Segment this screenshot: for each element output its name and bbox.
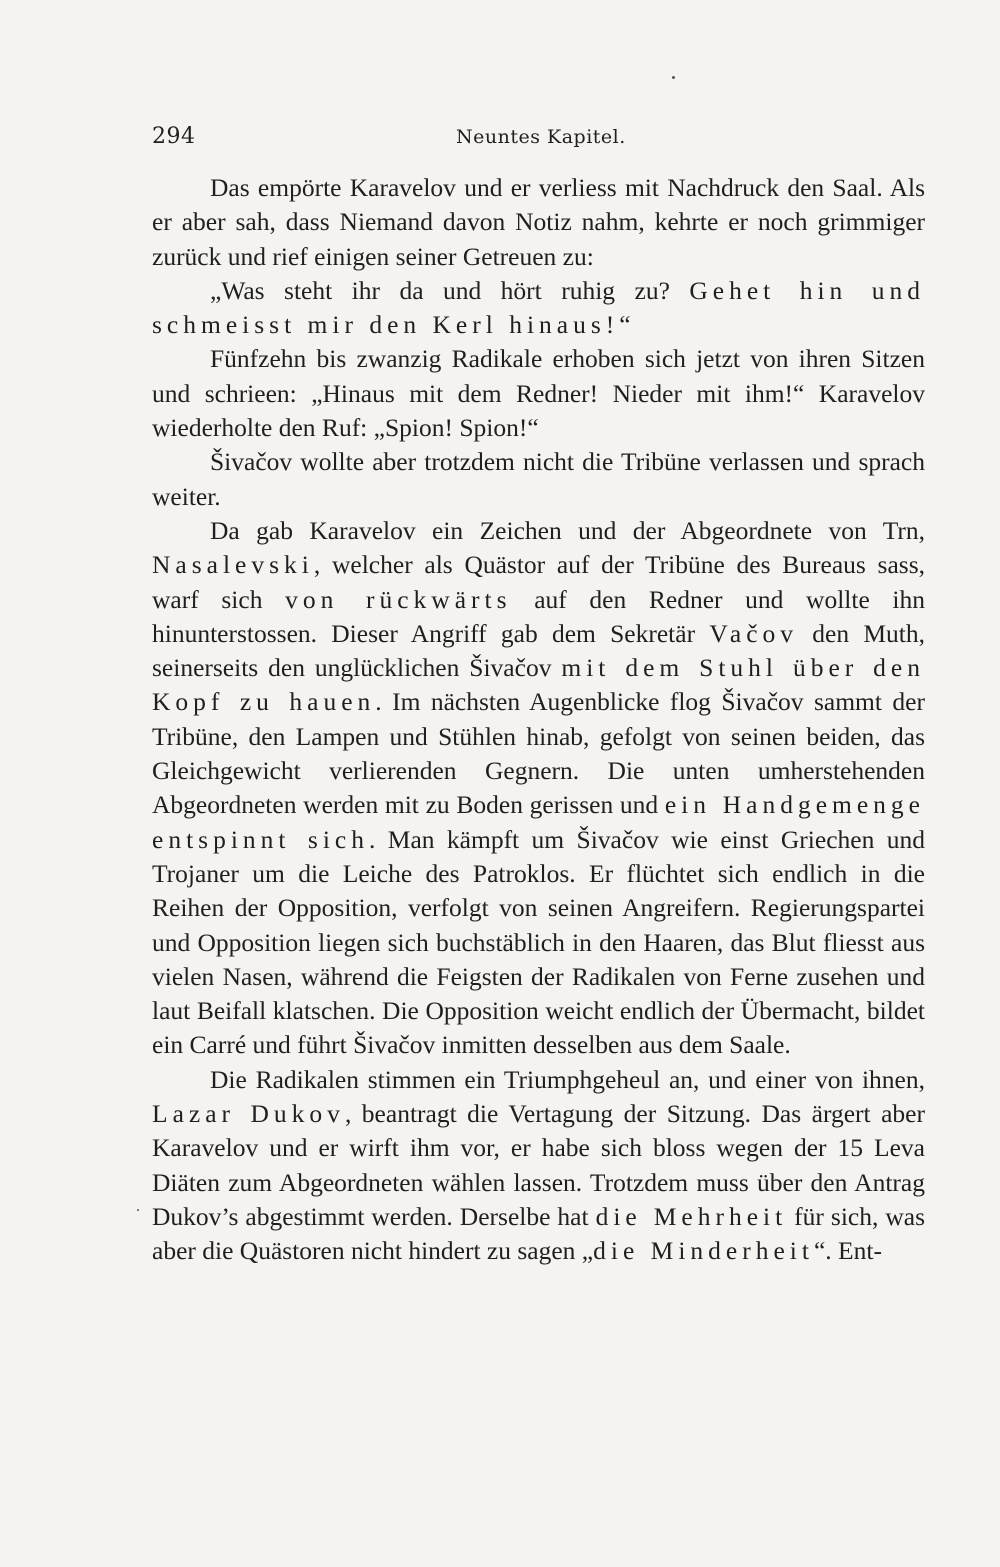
emphasized-text: Nasalevski: [152, 550, 314, 580]
text-run: für sich, was aber die Quästoren nicht hindert zu sagen „: [152, 1201, 926, 1266]
text-run: auf den Redner und wollte ihn hinunterstossen. Dieser Angriff gab dem Sekretär: [152, 584, 926, 648]
emphasized-text: die Minderheit: [593, 1236, 814, 1266]
emphasized-text: mit dem Stuhl über den Kopf zu hauen: [152, 653, 926, 717]
text-run: . Man kämpft um Šivačov wie einst Griechen und Trojaner um die Leiche des Patroklos. Er flüchtet sich endlich in die Reihen der Opposition, verfolgt von seinen Angreifern. Regierungspartei und Opposition liegen sich buchstäblich in den Haaren, das Blut fliesst aus vielen Nasen, während die Feigsten der Radikalen von Ferne zusehen und laut Beifall klatschen. Die Opposition weicht endlich der Übermacht, bildet ein Carré und führt Šivačov inmitten desselben aus dem Saale.: [152, 824, 925, 1060]
emphasized-text: Lazar Dukov: [152, 1099, 345, 1129]
paragraph: [152, 171, 925, 274]
text-run: Fünfzehn bis zwanzig Radikale erhoben sich jetzt von ihren Sitzen und schrieen: „Hinaus mit dem Redner! Nieder mit ihm!“ Karavelov wiederholte den Ruf: „Spion! Spion!“: [152, 344, 925, 443]
emphasized-text: die Mehrheit: [595, 1201, 788, 1231]
emphasized-text: Gehet hin und schmeisst mir den Kerl hinaus!: [152, 275, 925, 340]
running-head: Neuntes Kapitel.: [456, 126, 626, 148]
text-run: . Im nächsten Augenblicke flog Šivačov sammt der Tribüne, den Lampen und Stühlen hinab, gefolgt von seinen beiden, das Gleichgewicht verlierenden Gegnern. Die unten umherstehenden Abgeordneten werden mit zu Boden gerissen und: [152, 687, 925, 820]
paragraph: [152, 274, 925, 343]
text-run: Da gab Karavelov ein Zeichen und der Abgeordnete von Trn,: [210, 515, 925, 545]
emphasized-text: von rückwärts: [285, 584, 512, 614]
paragraph: [152, 1063, 925, 1269]
text-run: „Was steht ihr da und hört ruhig zu?: [210, 275, 690, 305]
text-run: den Muth, seinerseits den unglücklichen Šivačov: [152, 618, 925, 683]
text-run: “. Ent-: [813, 1236, 882, 1266]
paragraph: [152, 342, 925, 445]
emphasized-text: ein Handgemenge entspinnt sich: [152, 790, 925, 854]
paragraph: [152, 514, 925, 1063]
page-number: 294: [152, 124, 196, 149]
paper-speck: [137, 1209, 139, 1211]
text-run: , beantragt die Vertagung der Sitzung. Das ärgert aber Karavelov und er wirft ihm vor, er habe sich bloss wegen der 15 Leva Diäten zum Abgeordneten wählen lassen. Trotzdem muss über den Antrag Dukov’s abgestimmt werden. Derselbe hat: [152, 1099, 925, 1231]
body-text: [152, 171, 925, 1269]
text-run: Šivačov wollte aber trotzdem nicht die Tribüne verlassen und sprach weiter.: [152, 447, 925, 511]
text-run: “: [619, 310, 631, 340]
paper-speck: [672, 76, 675, 79]
text-run: , welcher als Quästor auf der Tribüne des Bureaus sass, warf sich: [152, 550, 925, 614]
text-run: Die Radikalen stimmen ein Triumphgeheul an, und einer von ihnen,: [210, 1064, 925, 1094]
paragraph: [152, 445, 925, 514]
page-header: [152, 124, 922, 154]
emphasized-text: Vačov: [709, 618, 799, 648]
text-run: Das empörte Karavelov und er verliess mit Nachdruck den Saal. Als er aber sah, dass Niemand davon Notiz nahm, kehrte er noch grimmiger zurück und rief einigen seiner Getreuen zu:: [152, 173, 925, 271]
